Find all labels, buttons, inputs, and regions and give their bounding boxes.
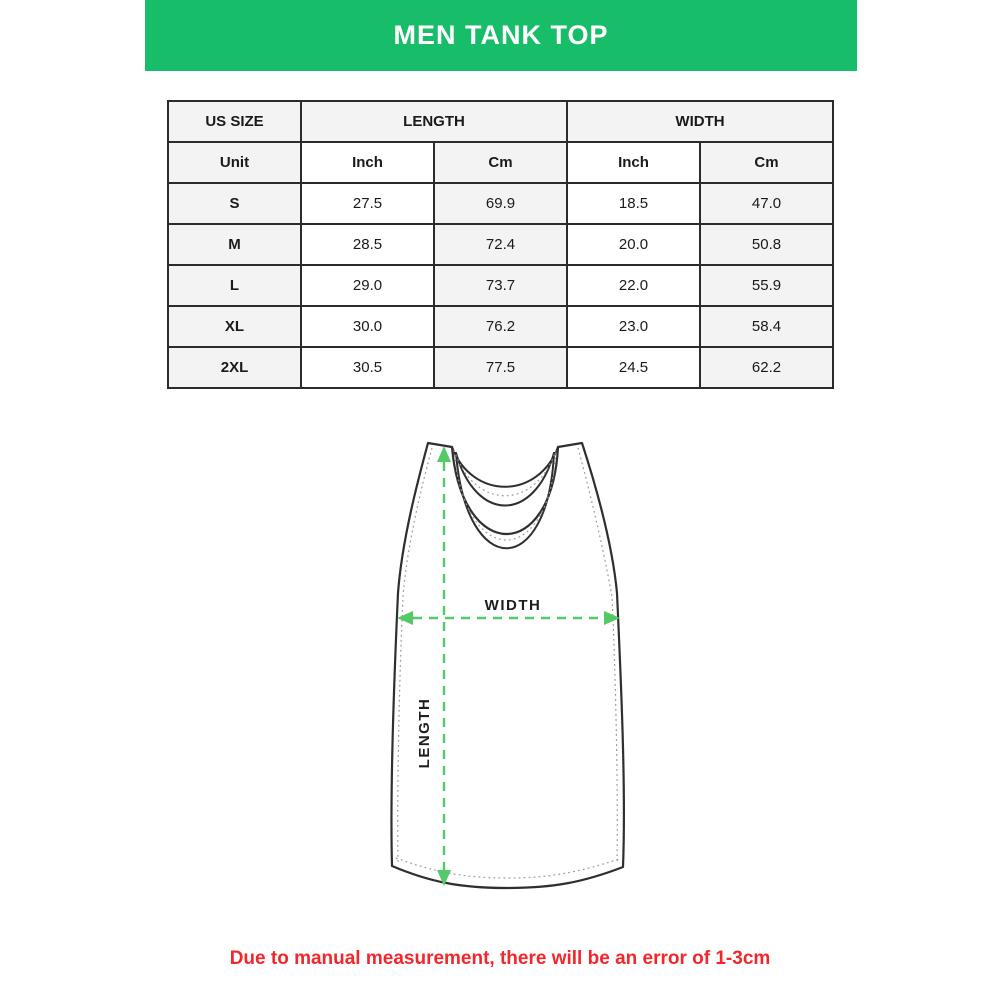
value-cell: 30.0 bbox=[301, 306, 434, 347]
value-cell: 77.5 bbox=[434, 347, 567, 388]
unit-header-row bbox=[168, 142, 833, 183]
value-cell: 72.4 bbox=[434, 224, 567, 265]
value-cell: 76.2 bbox=[434, 306, 567, 347]
header-length: LENGTH bbox=[301, 101, 567, 142]
size-label: XL bbox=[168, 306, 301, 347]
value-cell: 69.9 bbox=[434, 183, 567, 224]
size-label: S bbox=[168, 183, 301, 224]
size-label: L bbox=[168, 265, 301, 306]
value-cell: 22.0 bbox=[567, 265, 700, 306]
value-cell: 23.0 bbox=[567, 306, 700, 347]
value-cell: 18.5 bbox=[567, 183, 700, 224]
length-cm-label: Cm bbox=[434, 142, 567, 183]
value-cell: 50.8 bbox=[700, 224, 833, 265]
size-table bbox=[167, 100, 834, 389]
group-header-row bbox=[168, 101, 833, 142]
unit-label: Unit bbox=[168, 142, 301, 183]
value-cell: 27.5 bbox=[301, 183, 434, 224]
title-banner bbox=[145, 0, 857, 71]
table-row bbox=[168, 265, 833, 306]
length-dimension-label: LENGTH bbox=[416, 697, 433, 769]
back-collar-band-line bbox=[456, 453, 554, 506]
value-cell: 28.5 bbox=[301, 224, 434, 265]
table-row bbox=[168, 224, 833, 265]
table-row bbox=[168, 347, 833, 388]
value-cell: 62.2 bbox=[700, 347, 833, 388]
value-cell: 24.5 bbox=[567, 347, 700, 388]
size-table-container bbox=[167, 100, 834, 389]
length-inch-label: Inch bbox=[301, 142, 434, 183]
page-title: MEN TANK TOP bbox=[393, 20, 609, 50]
size-label: 2XL bbox=[168, 347, 301, 388]
value-cell: 55.9 bbox=[700, 265, 833, 306]
value-cell: 58.4 bbox=[700, 306, 833, 347]
value-cell: 30.5 bbox=[301, 347, 434, 388]
value-cell: 29.0 bbox=[301, 265, 434, 306]
width-dimension-label: WIDTH bbox=[484, 597, 542, 614]
table-row bbox=[168, 306, 833, 347]
tank-top-outline bbox=[391, 443, 623, 888]
measurement-disclaimer: Due to manual measurement, there will be an error of 1-3cm bbox=[229, 948, 771, 969]
header-us-size: US SIZE bbox=[168, 101, 301, 142]
value-cell: 73.7 bbox=[434, 265, 567, 306]
value-cell: 47.0 bbox=[700, 183, 833, 224]
tank-top-diagram bbox=[370, 420, 650, 900]
value-cell: 20.0 bbox=[567, 224, 700, 265]
header-width: WIDTH bbox=[567, 101, 833, 142]
size-label: M bbox=[168, 224, 301, 265]
table-row bbox=[168, 183, 833, 224]
width-inch-label: Inch bbox=[567, 142, 700, 183]
width-cm-label: Cm bbox=[700, 142, 833, 183]
